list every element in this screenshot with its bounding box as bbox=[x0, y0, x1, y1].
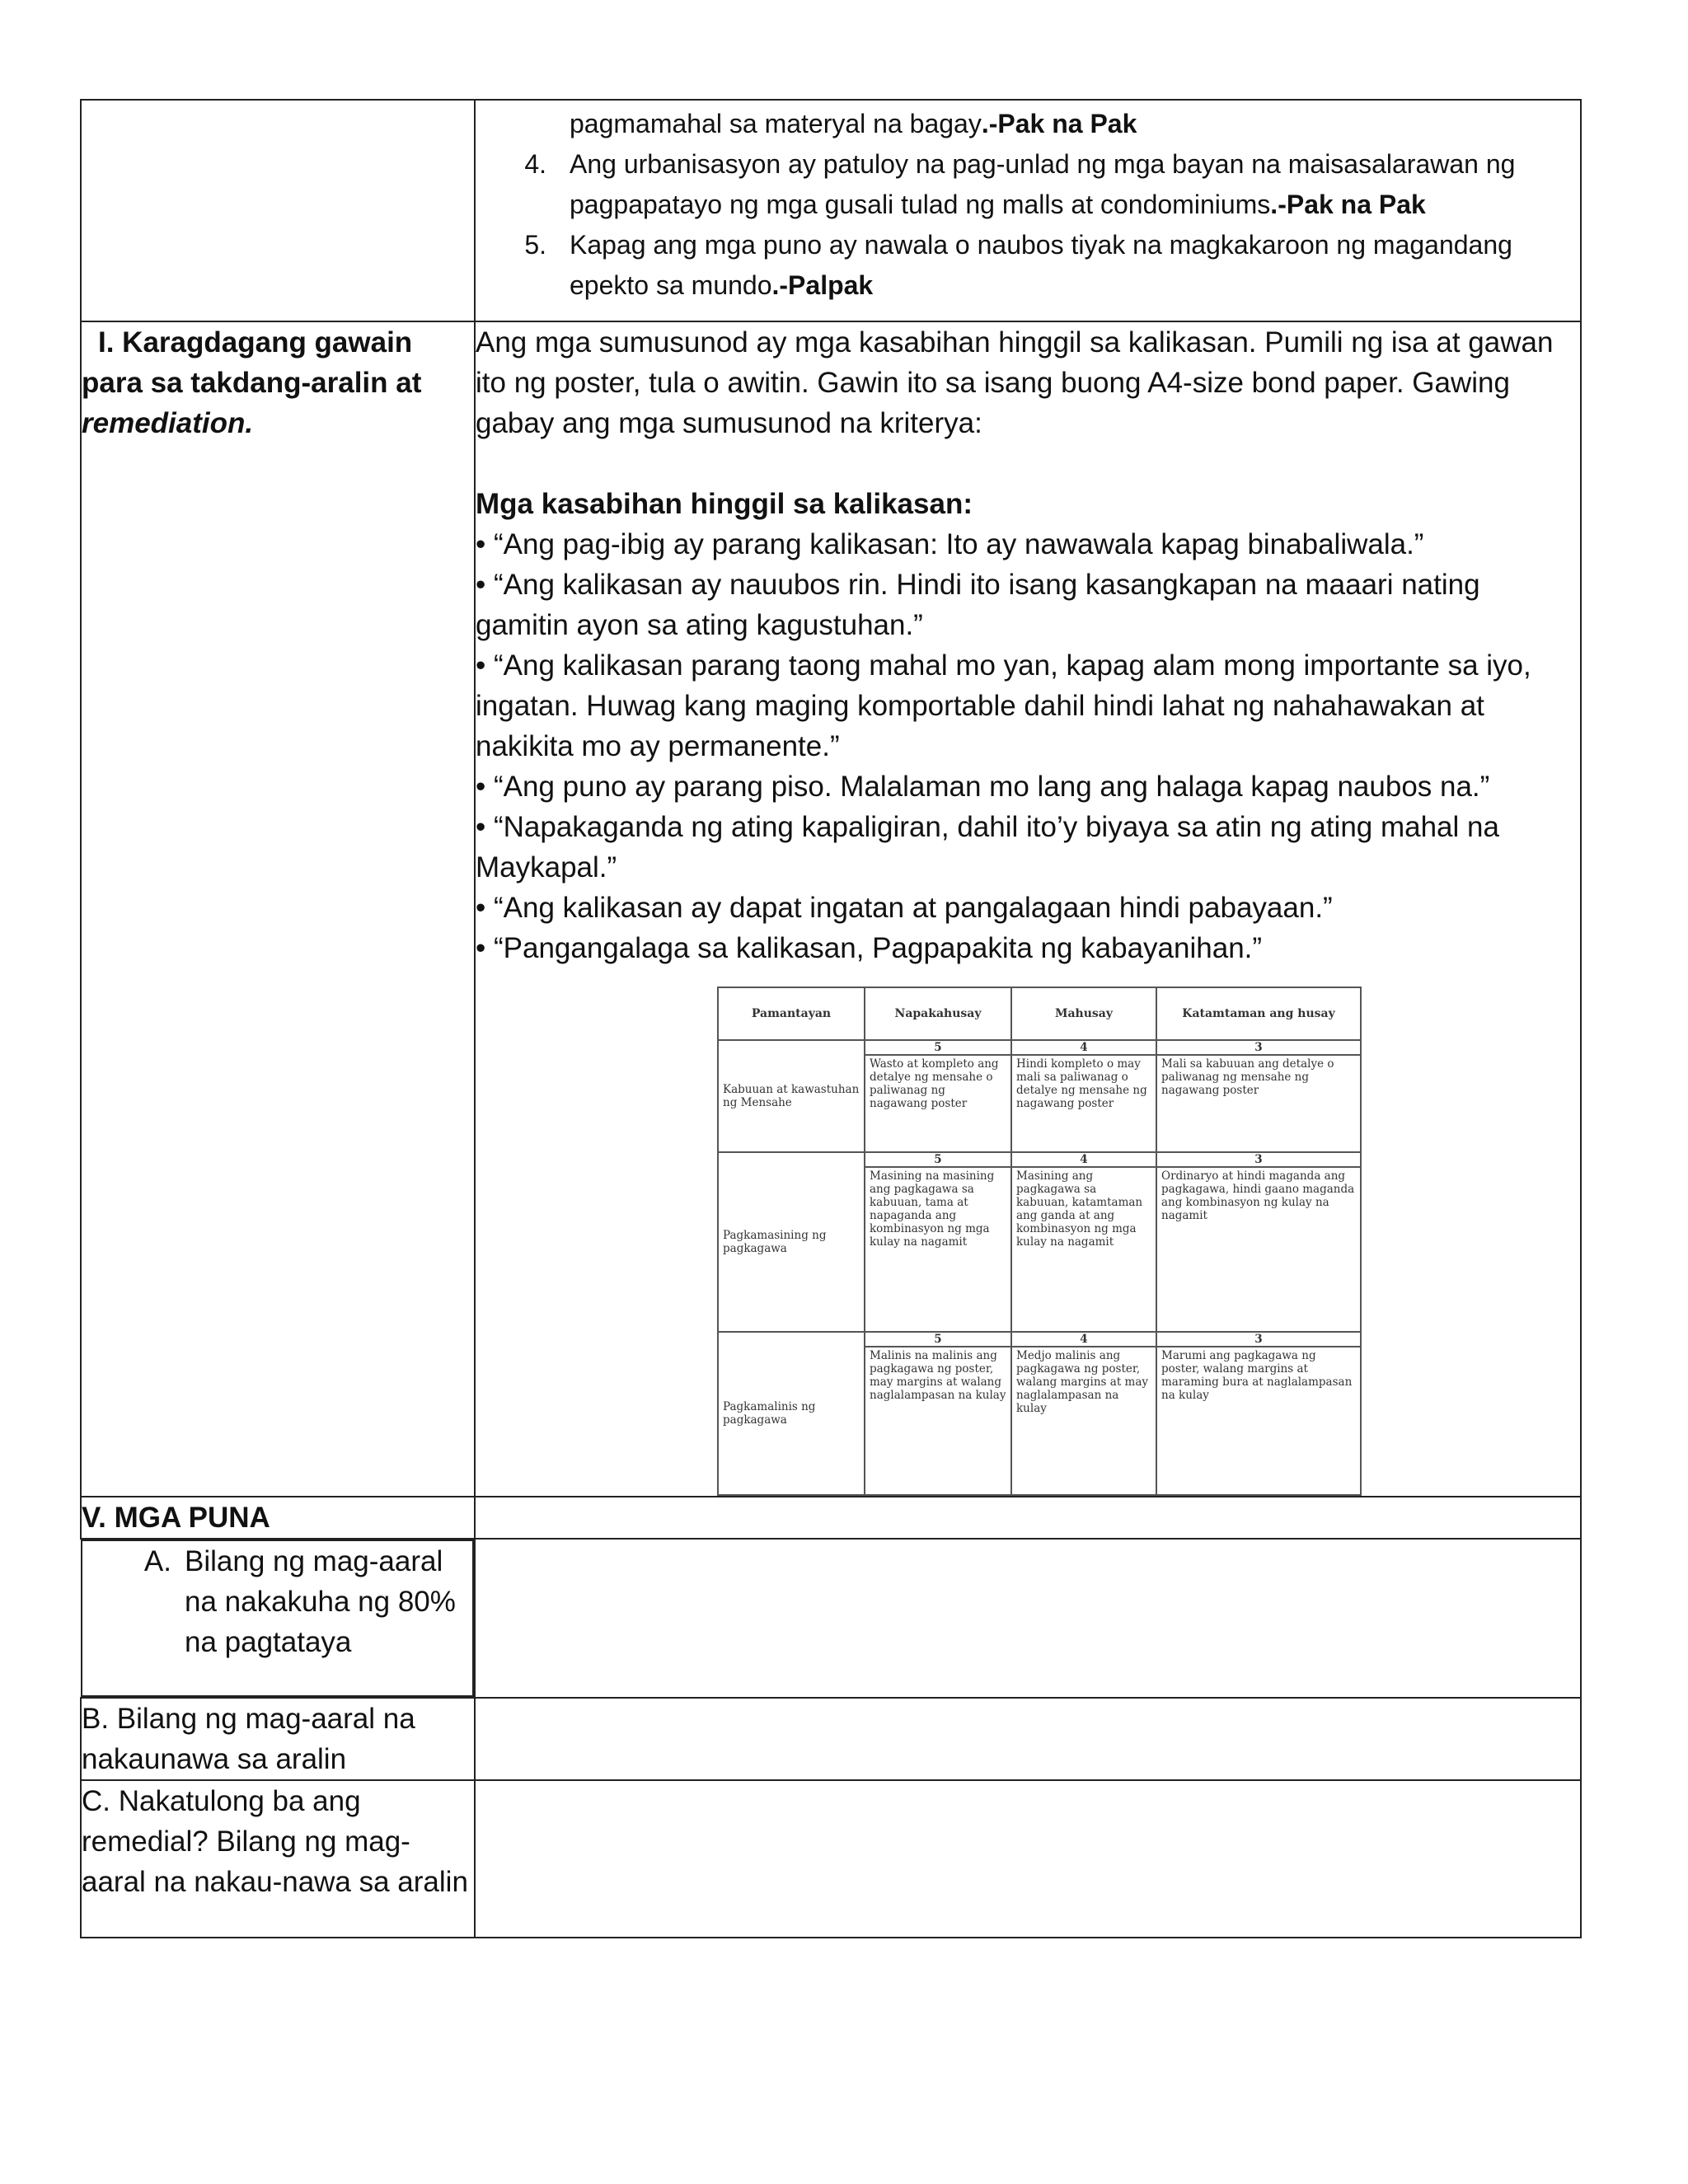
rubric-criterion: Kabuuan at kawastuhan ng Mensahe bbox=[718, 1040, 865, 1152]
lesson-plan-table bbox=[80, 99, 1582, 1938]
list-item-verdict: .-Pak na Pak bbox=[1270, 190, 1426, 219]
remark-b-answer-cell[interactable] bbox=[475, 1698, 1581, 1780]
rubric-cell: Ordinaryo at hindi maganda ang pagkagawa, hindi gaano maganda ang kombinasyon ng kulay na nagamit bbox=[1156, 1167, 1361, 1332]
remark-row-a bbox=[81, 1539, 1581, 1698]
saying-item: • “Ang kalikasan ay nauubos rin. Hindi ito isang kasangkapan na maaari nating gamitin ayon sa ating kagustuhan.” bbox=[476, 569, 1480, 641]
remark-row-c bbox=[81, 1780, 1581, 1938]
rubric-score: 3 bbox=[1156, 1152, 1361, 1167]
rubric-cell: Mali sa kabuuan ang detalye o paliwanag ng mensahe ng nagawang poster bbox=[1156, 1055, 1361, 1152]
continuation-left-cell bbox=[81, 100, 475, 321]
rubric-score: 5 bbox=[865, 1040, 1011, 1055]
section-i-label-line: para sa takdang-aralin at bbox=[82, 367, 422, 399]
rubric-image bbox=[717, 987, 1360, 1496]
section-i-content bbox=[475, 321, 1581, 1497]
rubric-cell: Hindi kompleto o may mali sa paliwanag o detalye ng mensahe ng nagawang poster bbox=[1011, 1055, 1156, 1152]
rubric-score: 4 bbox=[1011, 1040, 1156, 1055]
section-v-empty-cell bbox=[475, 1497, 1581, 1539]
remark-a-label bbox=[81, 1540, 474, 1697]
remark-row-b bbox=[81, 1698, 1581, 1780]
rubric-cell: Wasto at kompleto ang detalye ng mensahe o paliwanag ng nagawang poster bbox=[865, 1055, 1011, 1152]
rubric-criterion: Pagkamasining ng pagkagawa bbox=[718, 1152, 865, 1332]
list-item-text: Ang urbanisasyon ay patuloy na pag-unlad ng mga bayan na maisasalarawan ng pagpapatayo ng mga gusali tulad ng malls at condominiums bbox=[570, 149, 1516, 219]
sayings-heading: Mga kasabihan hinggil sa kalikasan: bbox=[476, 488, 973, 520]
section-v-label: V. MGA PUNA bbox=[81, 1497, 475, 1539]
section-i-label bbox=[81, 321, 475, 1497]
rubric-cell: Malinis na malinis ang pagkagawa ng poster, may margins at walang naglalampasan na kulay bbox=[865, 1347, 1011, 1495]
continuation-cell bbox=[475, 100, 1581, 321]
list-item-number: 5. bbox=[524, 230, 546, 260]
continuation-verdict: .-Pak na Pak bbox=[981, 109, 1137, 138]
rubric-score: 3 bbox=[1156, 1332, 1361, 1347]
rubric-cell: Medjo malinis ang pagkagawa ng poster, walang margins at may naglalampasan na kulay bbox=[1011, 1347, 1156, 1495]
rubric-score: 4 bbox=[1011, 1152, 1156, 1167]
rubric-cell: Masining ang pagkagawa sa kabuuan, katamtaman ang ganda at ang kombinasyon ng mga kulay na nagamit bbox=[1011, 1167, 1156, 1332]
list-item bbox=[490, 225, 1565, 306]
saying-item: • “Ang pag-ibig ay parang kalikasan: Ito ay nawawala kapag binabaliwala.” bbox=[476, 528, 1424, 560]
rubric-header: Napakahusay bbox=[865, 987, 1011, 1040]
saying-item: • “Napakaganda ng ating kapaligiran, dahil ito’y biyaya sa atin ng ating mahal na Maykapal.” bbox=[476, 811, 1499, 883]
continuation-line bbox=[490, 104, 1565, 144]
saying-item: • “Pangangalaga sa kalikasan, Pagpapakita ng kabayanihan.” bbox=[476, 932, 1263, 964]
saying-item: • “Ang kalikasan parang taong mahal mo yan, kapag alam mong importante sa iyo, ingatan. Huwag kang maging komportable dahil hindi lahat ng nahahawakan at nakikita mo ay permanente.” bbox=[476, 649, 1531, 762]
rubric-cell: Masining na masining ang pagkagawa sa kabuuan, tama at napaganda ang kombinasyon ng mga kulay na nagamit bbox=[865, 1167, 1011, 1332]
rubric-criterion: Pagkamalinis ng pagkagawa bbox=[718, 1332, 865, 1495]
rubric-score: 5 bbox=[865, 1332, 1011, 1347]
continuation-text: pagmamahal sa materyal na bagay bbox=[570, 109, 982, 138]
remark-c-label: C. Nakatulong ba ang remedial? Bilang ng mag-aaral na nakau-nawa sa aralin bbox=[81, 1780, 475, 1938]
list-item-number: 4. bbox=[524, 149, 546, 179]
rubric-score: 5 bbox=[865, 1152, 1011, 1167]
rubric-header: Pamantayan bbox=[718, 987, 865, 1040]
saying-item: • “Ang kalikasan ay dapat ingatan at pangalagaan hindi pabayaan.” bbox=[476, 892, 1333, 924]
rubric-header: Katamtaman ang husay bbox=[1156, 987, 1361, 1040]
remark-a-letter: A. bbox=[143, 1545, 171, 1577]
remark-a-answer-cell[interactable] bbox=[475, 1539, 1581, 1698]
rubric-cell: Marumi ang pagkagawa ng poster, walang margins at maraming bura at naglalampasan na kulay bbox=[1156, 1347, 1361, 1495]
continuation-row bbox=[81, 100, 1581, 321]
rubric-score: 3 bbox=[1156, 1040, 1361, 1055]
saying-item: • “Ang puno ay parang piso. Malalaman mo lang ang halaga kapag naubos na.” bbox=[476, 771, 1490, 803]
remark-b-label: B. Bilang ng mag-aaral na nakaunawa sa aralin bbox=[81, 1698, 475, 1780]
rubric-header: Mahusay bbox=[1011, 987, 1156, 1040]
section-i-label-line: I. Karagdagang gawain bbox=[98, 326, 413, 359]
list-item-verdict: .-Palpak bbox=[771, 270, 874, 300]
rubric-table bbox=[717, 987, 1362, 1496]
rubric-score: 4 bbox=[1011, 1332, 1156, 1347]
list-item bbox=[490, 144, 1565, 225]
remark-a-text: Bilang ng mag-aaral na nakakuha ng 80% na pagtataya bbox=[185, 1545, 456, 1658]
remark-c-answer-cell[interactable] bbox=[475, 1780, 1581, 1938]
list-item-text: Kapag ang mga puno ay nawala o naubos tiyak na magkakaroon ng magandang epekto sa mundo bbox=[570, 230, 1512, 300]
section-i-row bbox=[81, 321, 1581, 1497]
section-i-intro: Ang mga sumusunod ay mga kasabihan hinggil sa kalikasan. Pumili ng isa at gawan ito ng poster, tula o awitin. Gawin ito sa isang buong A4-size bond paper. Gawing gabay ang mga sumusunod na kriterya: bbox=[476, 326, 1554, 439]
section-v-row bbox=[81, 1497, 1581, 1539]
section-i-label-line: remediation. bbox=[82, 407, 254, 439]
